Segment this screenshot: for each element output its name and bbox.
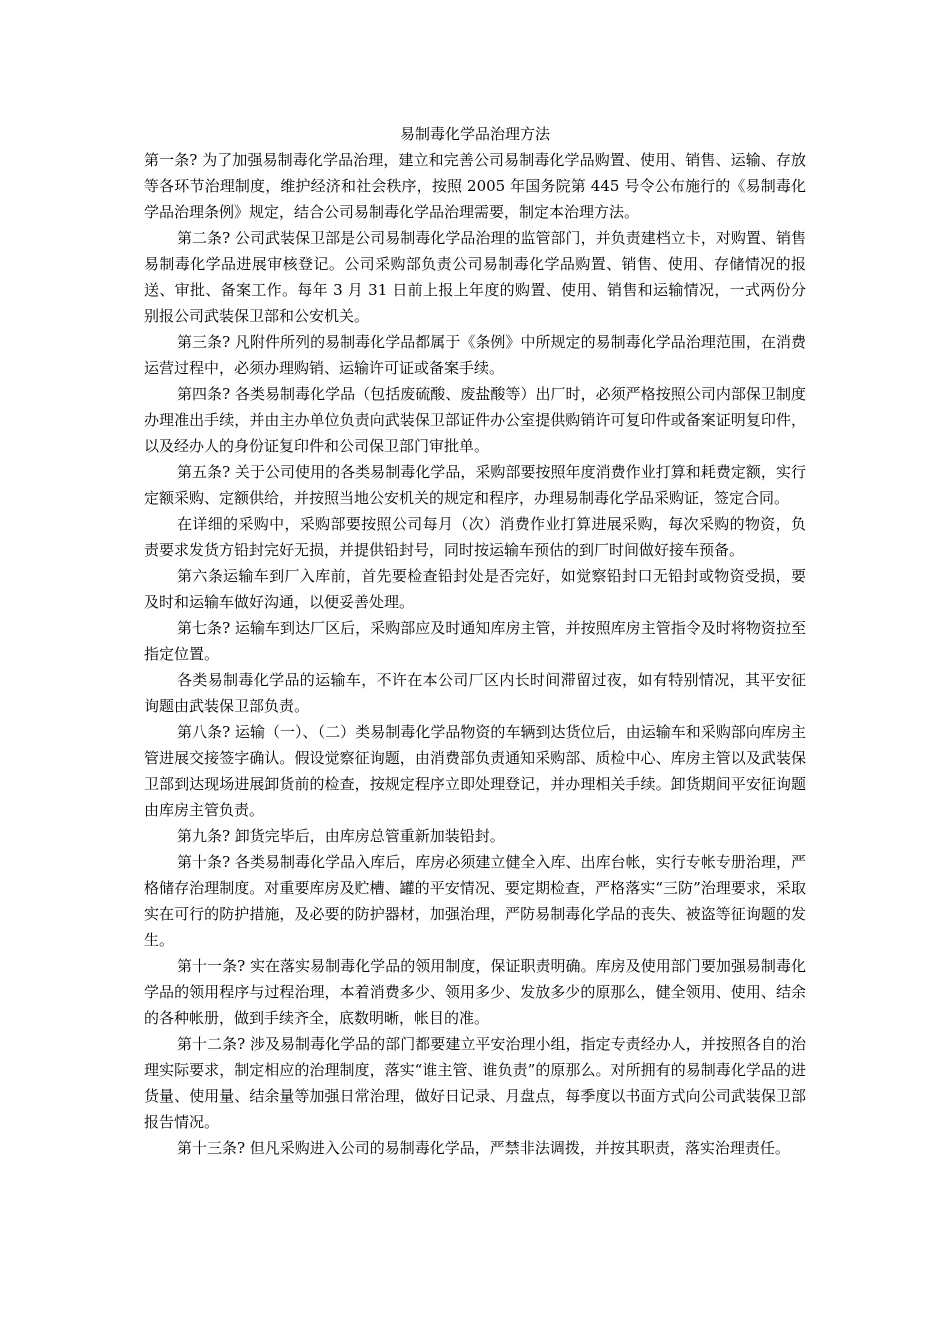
article-7: 第七条? 运输车到达厂区后，采购部应及时通知库房主管，并按照库房主管指令及时将物资拉至指定位置。 <box>144 619 806 663</box>
article-2: 第二条? 公司武装保卫部是公司易制毒化学品治理的监管部门，并负责建档立卡，对购置、销售易制毒化学品进展审核登记。公司采购部负责公司易制毒化学品购置、销售、使用、存储情况的报送、审批、备案工作。每年 3 月 31 日前上报上年度的购置、使用、销售和运输情况，一式两份分别报公司武装保卫部和公安机关。 <box>144 229 806 325</box>
article-12: 第十二条? 涉及易制毒化学品的部门都要建立平安治理小组，指定专责经办人，并按照各自的治理实际要求，制定相应的治理制度，落实“谁主管、谁负责”的原那么。对所拥有的易制毒化学品的进货量、使用量、结余量等加强日常治理，做好日记录、月盘点，每季度以书面方式向公司武装保卫部报告情况。 <box>144 1035 806 1131</box>
article-11: 第十一条? 实在落实易制毒化学品的领用制度，保证职责明确。库房及使用部门要加强易制毒化学品的领用程序与过程治理，本着消费多少、领用多少、发放多少的原那么，健全领用、使用、结余的各种帐册，做到手续齐全，底数明晰，帐目的准。 <box>144 957 806 1027</box>
article-8: 第八条? 运输（一）、（二）类易制毒化学品物资的车辆到达货位后，由运输车和采购部向库房主管进展交接签字确认。假设觉察征询题，由消费部负责通知采购部、质检中心、库房主管以及武装保卫部到达现场进展卸货前的检查，按规定程序立即处理登记，并办理相关手续。卸货期间平安征询题由库房主管负责。 <box>144 723 806 819</box>
document-title: 易制毒化学品治理方法 <box>399 125 550 143</box>
document-page <box>144 121 806 1161</box>
article-13: 第十三条? 但凡采购进入公司的易制毒化学品，严禁非法调拨，并按其职责，落实治理责任。 <box>177 1139 790 1157</box>
article-6: 第六条运输车到厂入库前，首先要检查铅封处是否完好，如觉察铅封口无铅封或物资受损，要及时和运输车做好沟通，以便妥善处理。 <box>144 567 806 611</box>
article-7-detail: 各类易制毒化学品的运输车，不许在本公司厂区内长时间滞留过夜，如有特别情况，其平安征询题由武装保卫部负责。 <box>144 671 806 715</box>
article-5-detail: 在详细的采购中，采购部要按照公司每月（次）消费作业打算进展采购，每次采购的物资，负责要求发货方铅封完好无损，并提供铅封号，同时按运输车预估的到厂时间做好接车预备。 <box>144 515 806 559</box>
article-5: 第五条? 关于公司使用的各类易制毒化学品，采购部要按照年度消费作业打算和耗费定额，实行定额采购、定额供给，并按照当地公安机关的规定和程序，办理易制毒化学品采购证，签定合同。 <box>144 463 806 507</box>
article-10: 第十条? 各类易制毒化学品入库后，库房必须建立健全入库、出库台帐，实行专帐专册治理，严格储存治理制度。对重要库房及贮槽、罐的平安情况、要定期检查，严格落实“三防”治理要求，采取实在可行的防护措施，及必要的防护器材，加强治理，严防易制毒化学品的丧失、被盗等征询题的发生。 <box>144 853 806 949</box>
article-3: 第三条? 凡附件所列的易制毒化学品都属于《条例》中所规定的易制毒化学品治理范围，在消费运营过程中，必须办理购销、运输许可证或备案手续。 <box>144 333 806 377</box>
article-9: 第九条? 卸货完毕后，由库房总管重新加装铅封。 <box>177 827 505 845</box>
article-4: 第四条? 各类易制毒化学品（包括废硫酸、废盐酸等）出厂时，必须严格按照公司内部保卫制度办理准出手续，并由主办单位负责向武装保卫部证件办公室提供购销许可复印件或备案证明复印件，以及经办人的身份证复印件和公司保卫部门审批单。 <box>144 385 806 455</box>
article-1: 第一条? 为了加强易制毒化学品治理，建立和完善公司易制毒化学品购置、使用、销售、运输、存放等各环节治理制度，维护经济和社会秩序，按照 2005 年国务院第 445 号令公布施行的《易制毒化学品治理条例》规定，结合公司易制毒化学品治理需要，制定本治理方法。 <box>144 151 806 221</box>
